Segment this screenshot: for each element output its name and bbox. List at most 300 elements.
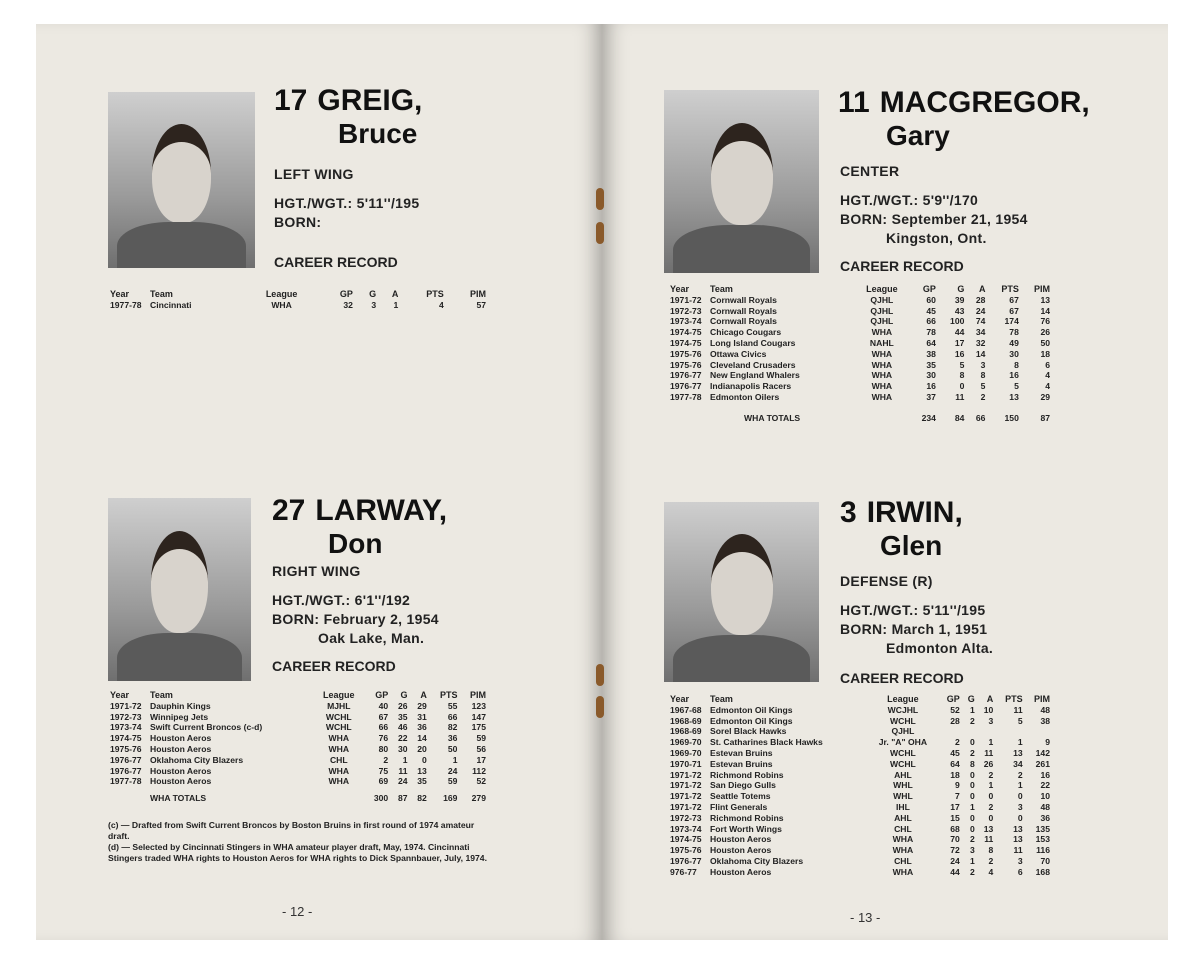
- cell-league: WCHL: [890, 715, 916, 726]
- cell-year: 1967-68: [670, 704, 702, 715]
- player-name-irwin: [840, 496, 963, 562]
- col-a: A: [978, 284, 986, 294]
- cell-g: 100: [950, 316, 965, 327]
- player-number: 17: [274, 84, 308, 117]
- cell-league: WHA: [328, 776, 350, 787]
- col-a: A: [391, 289, 399, 299]
- totals-pim: 87: [1040, 412, 1050, 423]
- table-row: [668, 770, 1052, 781]
- cell-g: 0: [970, 823, 975, 834]
- cell-team: Ottawa Civics: [710, 348, 767, 359]
- totals-a: 66: [975, 412, 986, 423]
- cell-team: Houston Aeros: [710, 866, 772, 877]
- staple-bottom-1: [596, 664, 604, 686]
- cell-year: 1971-72: [670, 791, 702, 802]
- cell-pim: 16: [1040, 769, 1050, 780]
- cell-pim: 36: [1040, 812, 1050, 823]
- cell-pts: 67: [1009, 305, 1019, 316]
- career-table-irwin: [668, 694, 1052, 878]
- table-row: [668, 316, 1052, 327]
- cell-league: WHA: [871, 370, 893, 381]
- cell-year: 1971-72: [670, 801, 702, 812]
- cell-league: QJHL: [891, 726, 915, 737]
- cell-a: 28: [975, 294, 986, 305]
- cell-g: 30: [397, 743, 408, 754]
- cell-year: 1977-78: [670, 391, 702, 402]
- cell-gp: 67: [378, 711, 389, 722]
- cell-league: WHA: [328, 743, 350, 754]
- cell-year: 1976-77: [110, 765, 142, 776]
- table-header-row: [668, 694, 1052, 705]
- table-row: [668, 834, 1052, 845]
- cell-pim: 76: [1040, 316, 1050, 327]
- cell-team: Chicago Cougars: [710, 327, 782, 338]
- footnote-d: (d) — Selected by Cincinnati Stingers in WHA amateur player draft, May, 1974. Cincinnati Stingers traded WHA rights to Houston Aeros for WHA rights to Dick Spannbauer, July, 1974.: [108, 842, 487, 863]
- cell-pts: 1: [1017, 737, 1023, 748]
- cell-a: 10: [983, 704, 994, 715]
- cell-pts: 13: [1013, 823, 1023, 834]
- cell-a: 26: [983, 758, 994, 769]
- cell-team: Cornwall Royals: [710, 294, 777, 305]
- cell-pim: 135: [1035, 823, 1050, 834]
- career-record-label: CAREER RECORD: [840, 258, 964, 274]
- cell-a: 2: [980, 391, 986, 402]
- cell-gp: 32: [343, 299, 353, 310]
- cell-pim: 29: [1040, 391, 1050, 402]
- footnote-c: (c) — Drafted from Swift Current Broncos by Boston Bruins in first round of 1974 amateur draft.: [108, 820, 475, 841]
- cell-gp: 60: [926, 294, 936, 305]
- table-row: [108, 300, 488, 311]
- cell-league: WHL: [893, 780, 913, 791]
- cell-gp: 38: [926, 348, 936, 359]
- table-row: [108, 755, 488, 766]
- totals-gp: 300: [373, 793, 389, 804]
- player-info-larway: [272, 562, 439, 648]
- table-row: [108, 766, 488, 777]
- cell-pts: 3: [1017, 855, 1023, 866]
- totals-g: 84: [954, 412, 965, 423]
- cell-year: 1969-70: [670, 737, 702, 748]
- col-pim: PIM: [1033, 284, 1050, 294]
- cell-team: San Diego Gulls: [710, 780, 776, 791]
- cell-pim: 175: [471, 722, 486, 733]
- cell-pts: 66: [447, 711, 458, 722]
- table-row: [668, 349, 1052, 360]
- cell-gp: 40: [378, 700, 389, 711]
- cell-year: 1971-72: [110, 700, 142, 711]
- cell-pts: 8: [1014, 359, 1019, 370]
- col-g: G: [967, 694, 975, 704]
- player-hgt-wgt: HGT./WGT.: 5'9''/170: [840, 192, 979, 208]
- col-year: Year: [110, 690, 130, 700]
- cell-g: 2: [970, 747, 975, 758]
- career-table-larway: [108, 690, 488, 804]
- cell-g: 0: [970, 791, 975, 802]
- cell-pim: 18: [1040, 348, 1050, 359]
- cell-pts: 59: [447, 776, 458, 787]
- player-number: 27: [272, 494, 306, 527]
- cell-pts: 1: [452, 754, 458, 765]
- cell-team: New England Whalers: [710, 370, 800, 381]
- cell-gp: 17: [950, 801, 960, 812]
- cell-league: CHL: [329, 754, 348, 765]
- cell-gp: 45: [926, 305, 936, 316]
- cell-a: 3: [988, 715, 994, 726]
- table-row: [668, 867, 1052, 878]
- cell-g: 17: [954, 337, 965, 348]
- cell-pim: 123: [471, 700, 486, 711]
- col-pts: PTS: [426, 289, 444, 299]
- cell-pts: 78: [1009, 327, 1019, 338]
- totals-g: 87: [397, 793, 408, 804]
- cell-league: WCHL: [890, 747, 916, 758]
- cell-gp: 30: [926, 370, 936, 381]
- cell-a: 20: [417, 743, 427, 754]
- col-gp: GP: [922, 284, 936, 294]
- cell-team: Oklahoma City Blazers: [710, 855, 804, 866]
- cell-team: Richmond Robins: [710, 769, 784, 780]
- cell-g: 44: [954, 327, 965, 338]
- cell-league: CHL: [894, 823, 912, 834]
- col-a: A: [986, 694, 994, 704]
- col-a: A: [420, 690, 427, 700]
- cell-gp: 64: [926, 337, 936, 348]
- cell-league: WHA: [892, 834, 914, 845]
- cell-pts: 13: [1013, 834, 1023, 845]
- cell-gp: 52: [950, 704, 960, 715]
- cell-pts: 50: [447, 743, 458, 754]
- staple-top-1: [596, 188, 604, 210]
- col-league: League: [265, 289, 298, 299]
- table-row: [108, 733, 488, 744]
- cell-league: WCHL: [325, 711, 352, 722]
- player-born-place: Edmonton Alta.: [886, 640, 994, 656]
- cell-year: 1974-75: [670, 834, 702, 845]
- totals-pim: 279: [471, 793, 486, 804]
- cell-league: WHA: [892, 845, 914, 856]
- col-pim: PIM: [469, 289, 486, 299]
- cell-g: 3: [371, 299, 377, 310]
- cell-g: 2: [970, 715, 975, 726]
- cell-g: 11: [955, 391, 965, 402]
- col-g: G: [369, 289, 377, 299]
- cell-g: 22: [397, 733, 408, 744]
- cell-year: 1971-72: [670, 780, 702, 791]
- cell-pim: 26: [1040, 327, 1050, 338]
- table-row: [668, 748, 1052, 759]
- player-photo-macgregor: [664, 90, 819, 273]
- cell-gp: 70: [950, 834, 960, 845]
- player-position: CENTER: [840, 163, 900, 179]
- col-year: Year: [670, 284, 690, 294]
- cell-team: Flint Generals: [710, 801, 768, 812]
- player-last-name: LARWAY,: [315, 494, 448, 527]
- table-row: [668, 726, 1052, 737]
- table-row: [668, 370, 1052, 381]
- cell-pts: 5: [1017, 715, 1023, 726]
- cell-pim: 48: [1040, 704, 1050, 715]
- cell-gp: 78: [926, 327, 936, 338]
- cell-g: 3: [970, 845, 975, 856]
- cell-pim: 48: [1040, 801, 1050, 812]
- career-record-label: CAREER RECORD: [840, 670, 964, 686]
- cell-year: 1976-77: [670, 370, 702, 381]
- player-hgt-wgt: HGT./WGT.: 6'1''/192: [272, 592, 411, 608]
- cell-a: 14: [975, 348, 986, 359]
- cell-year: 1972-73: [670, 812, 702, 823]
- cell-gp: 72: [950, 845, 960, 856]
- cell-g: 0: [970, 812, 975, 823]
- col-g: G: [400, 690, 408, 700]
- cell-a: 0: [422, 754, 427, 765]
- cell-gp: 15: [950, 812, 960, 823]
- cell-year: 1976-77: [670, 855, 702, 866]
- cell-league: WCHL: [890, 758, 916, 769]
- cell-pts: 55: [447, 700, 458, 711]
- cell-year: 1974-75: [670, 327, 702, 338]
- table-header-row: [668, 284, 1052, 295]
- cell-league: MJHL: [327, 700, 351, 711]
- cell-year: 1975-76: [670, 845, 702, 856]
- cell-team: Cincinnati: [150, 299, 192, 310]
- cell-year: 1970-71: [670, 758, 702, 769]
- player-info-irwin: [840, 572, 993, 658]
- page-number-left: - 12 -: [282, 904, 313, 919]
- cell-g: 2: [970, 834, 975, 845]
- cell-a: 34: [975, 327, 986, 338]
- cell-league: WHL: [893, 791, 913, 802]
- cell-league: IHL: [895, 801, 910, 812]
- table-row: [108, 712, 488, 723]
- cell-year: 1976-77: [670, 381, 702, 392]
- cell-team: Houston Aeros: [150, 743, 212, 754]
- cell-pim: 50: [1040, 337, 1050, 348]
- cell-pts: 24: [447, 765, 458, 776]
- totals-row: [668, 403, 1052, 424]
- cell-pim: 57: [476, 299, 486, 310]
- cell-year: 1971-72: [670, 769, 702, 780]
- cell-league: AHL: [894, 769, 912, 780]
- cell-league: WHA: [871, 391, 893, 402]
- player-position: LEFT WING: [274, 166, 354, 182]
- cell-pim: 168: [1035, 866, 1050, 877]
- cell-a: 14: [417, 733, 427, 744]
- cell-pts: 5: [1014, 381, 1019, 392]
- cell-g: 1: [970, 801, 975, 812]
- cell-gp: [939, 726, 962, 737]
- cell-a: 2: [988, 801, 994, 812]
- player-photo-irwin: [664, 502, 819, 682]
- career-table-greig: [108, 289, 488, 311]
- col-gp: GP: [946, 694, 960, 704]
- cell-pts: 0: [1017, 791, 1023, 802]
- cell-gp: 18: [950, 769, 960, 780]
- col-league: League: [323, 690, 355, 700]
- cell-team: Edmonton Oilers: [710, 391, 780, 402]
- cell-gp: 80: [378, 743, 389, 754]
- cell-g: 35: [397, 711, 408, 722]
- cell-pts: 13: [1013, 747, 1023, 758]
- cell-year: 1972-73: [670, 305, 702, 316]
- career-record-label: CAREER RECORD: [274, 254, 398, 270]
- table-row: [668, 716, 1052, 727]
- cell-gp: 75: [378, 765, 389, 776]
- cell-pim: 70: [1040, 855, 1050, 866]
- cell-pts: 4: [438, 299, 444, 310]
- cell-gp: 64: [950, 758, 960, 769]
- cell-gp: 24: [950, 855, 960, 866]
- col-pim: PIM: [1033, 694, 1050, 704]
- cell-g: 1: [970, 704, 975, 715]
- cell-g: [962, 726, 977, 737]
- footnotes-larway: [108, 820, 488, 864]
- cell-team: Indianapolis Racers: [710, 381, 792, 392]
- player-born: BORN: February 2, 1954: [272, 611, 439, 627]
- cell-year: 1973-74: [670, 316, 702, 327]
- cell-year: 1972-73: [110, 711, 142, 722]
- cell-pts: 11: [1013, 845, 1023, 856]
- col-league: League: [887, 694, 919, 704]
- player-position: DEFENSE (R): [840, 573, 933, 589]
- player-last-name: IRWIN,: [866, 496, 963, 529]
- cell-pim: 9: [1045, 737, 1050, 748]
- cell-gp: 66: [378, 722, 389, 733]
- cell-pts: 0: [1017, 812, 1023, 823]
- totals-label: WHA TOTALS: [744, 412, 801, 423]
- cell-year: 1974-75: [670, 337, 702, 348]
- player-hgt-wgt: HGT./WGT.: 5'11''/195: [840, 602, 986, 618]
- table-row: [668, 759, 1052, 770]
- cell-league: WHA: [871, 327, 893, 338]
- cell-g: 8: [959, 370, 965, 381]
- staple-top-2: [596, 222, 604, 244]
- cell-team: Houston Aeros: [150, 733, 212, 744]
- cell-team: Dauphin Kings: [150, 700, 211, 711]
- cell-team: Seattle Totems: [710, 791, 771, 802]
- cell-pts: 34: [1013, 758, 1023, 769]
- cell-team: Winnipeg Jets: [150, 711, 209, 722]
- player-name-greig: [274, 84, 422, 150]
- col-pts: PTS: [1005, 694, 1023, 704]
- cell-g: 16: [954, 348, 965, 359]
- cell-team: Houston Aeros: [710, 845, 772, 856]
- player-info-greig: [274, 165, 419, 232]
- cell-pim: 10: [1040, 791, 1050, 802]
- col-team: Team: [710, 694, 733, 704]
- cell-g: 26: [397, 700, 408, 711]
- cell-a: 32: [975, 337, 986, 348]
- player-last-name: MACGREGOR,: [879, 86, 1090, 119]
- cell-a: 36: [417, 722, 427, 733]
- player-position: RIGHT WING: [272, 563, 361, 579]
- table-row: [668, 856, 1052, 867]
- col-league: League: [866, 284, 898, 294]
- player-photo-larway: [108, 498, 251, 681]
- cell-pim: 59: [476, 733, 486, 744]
- cell-pts: 36: [447, 733, 458, 744]
- cell-a: 0: [988, 812, 994, 823]
- player-born: BORN: September 21, 1954: [840, 211, 1028, 227]
- cell-year: 1973-74: [110, 722, 142, 733]
- player-born: BORN:: [274, 214, 322, 230]
- table-row: [668, 381, 1052, 392]
- cell-year: 1971-72: [670, 294, 702, 305]
- cell-pim: 4: [1045, 381, 1050, 392]
- page-number-right: - 13 -: [850, 910, 881, 925]
- cell-pim: [1025, 726, 1052, 737]
- player-born-place: Kingston, Ont.: [886, 230, 987, 246]
- cell-a: 11: [984, 747, 994, 758]
- player-first-name: Don: [328, 528, 383, 559]
- cell-league: QJHL: [870, 294, 894, 305]
- table-row: [668, 813, 1052, 824]
- cell-year: 1973-74: [670, 823, 702, 834]
- cell-pim: 153: [1035, 834, 1050, 845]
- totals-a: 82: [417, 793, 427, 804]
- staple-bottom-2: [596, 696, 604, 718]
- cell-a: 4: [988, 866, 994, 877]
- cell-g: 0: [970, 780, 975, 791]
- cell-a: 1: [988, 780, 994, 791]
- cell-a: 24: [975, 305, 986, 316]
- cell-league: WHA: [328, 765, 350, 776]
- cell-g: 1: [402, 754, 408, 765]
- cell-g: 2: [970, 866, 975, 877]
- player-first-name: Glen: [880, 530, 943, 561]
- cell-g: 0: [970, 737, 975, 748]
- cell-pts: 82: [447, 722, 458, 733]
- cell-gp: 2: [383, 754, 389, 765]
- cell-team: Swift Current Broncos (c-d): [150, 722, 263, 733]
- col-year: Year: [110, 289, 130, 299]
- player-name-macgregor: [838, 86, 1090, 152]
- table-row: [108, 744, 488, 755]
- cell-team: Estevan Bruins: [710, 747, 773, 758]
- cell-a: 11: [984, 834, 994, 845]
- cell-a: 3: [980, 359, 986, 370]
- cell-league: QJHL: [870, 316, 894, 327]
- cell-year: 1977-78: [110, 776, 142, 787]
- cell-gp: 16: [926, 381, 936, 392]
- table-row: [668, 705, 1052, 716]
- table-row: [668, 737, 1052, 748]
- cell-league: WHA: [871, 381, 893, 392]
- cell-year: 1977-78: [110, 299, 142, 310]
- cell-a: 74: [975, 316, 986, 327]
- cell-a: [977, 726, 996, 737]
- table-row: [668, 780, 1052, 791]
- cell-g: 8: [970, 758, 975, 769]
- table-row: [668, 327, 1052, 338]
- cell-g: 1: [970, 855, 975, 866]
- cell-a: 13: [983, 823, 994, 834]
- cell-pim: 52: [476, 776, 486, 787]
- cell-year: 1968-69: [670, 726, 702, 737]
- player-first-name: Bruce: [338, 118, 418, 149]
- cell-gp: 45: [950, 747, 960, 758]
- player-born-place: Oak Lake, Man.: [318, 630, 425, 646]
- cell-team: Houston Aeros: [150, 776, 212, 787]
- career-table-macgregor: [668, 284, 1052, 424]
- cell-gp: 7: [954, 791, 960, 802]
- cell-gp: 69: [378, 776, 389, 787]
- cell-a: 2: [988, 855, 994, 866]
- cell-year: 1969-70: [670, 747, 702, 758]
- table-header-row: [108, 690, 488, 701]
- cell-league: WHA: [871, 348, 893, 359]
- cell-pim: 22: [1040, 780, 1050, 791]
- cell-pts: 174: [1004, 316, 1019, 327]
